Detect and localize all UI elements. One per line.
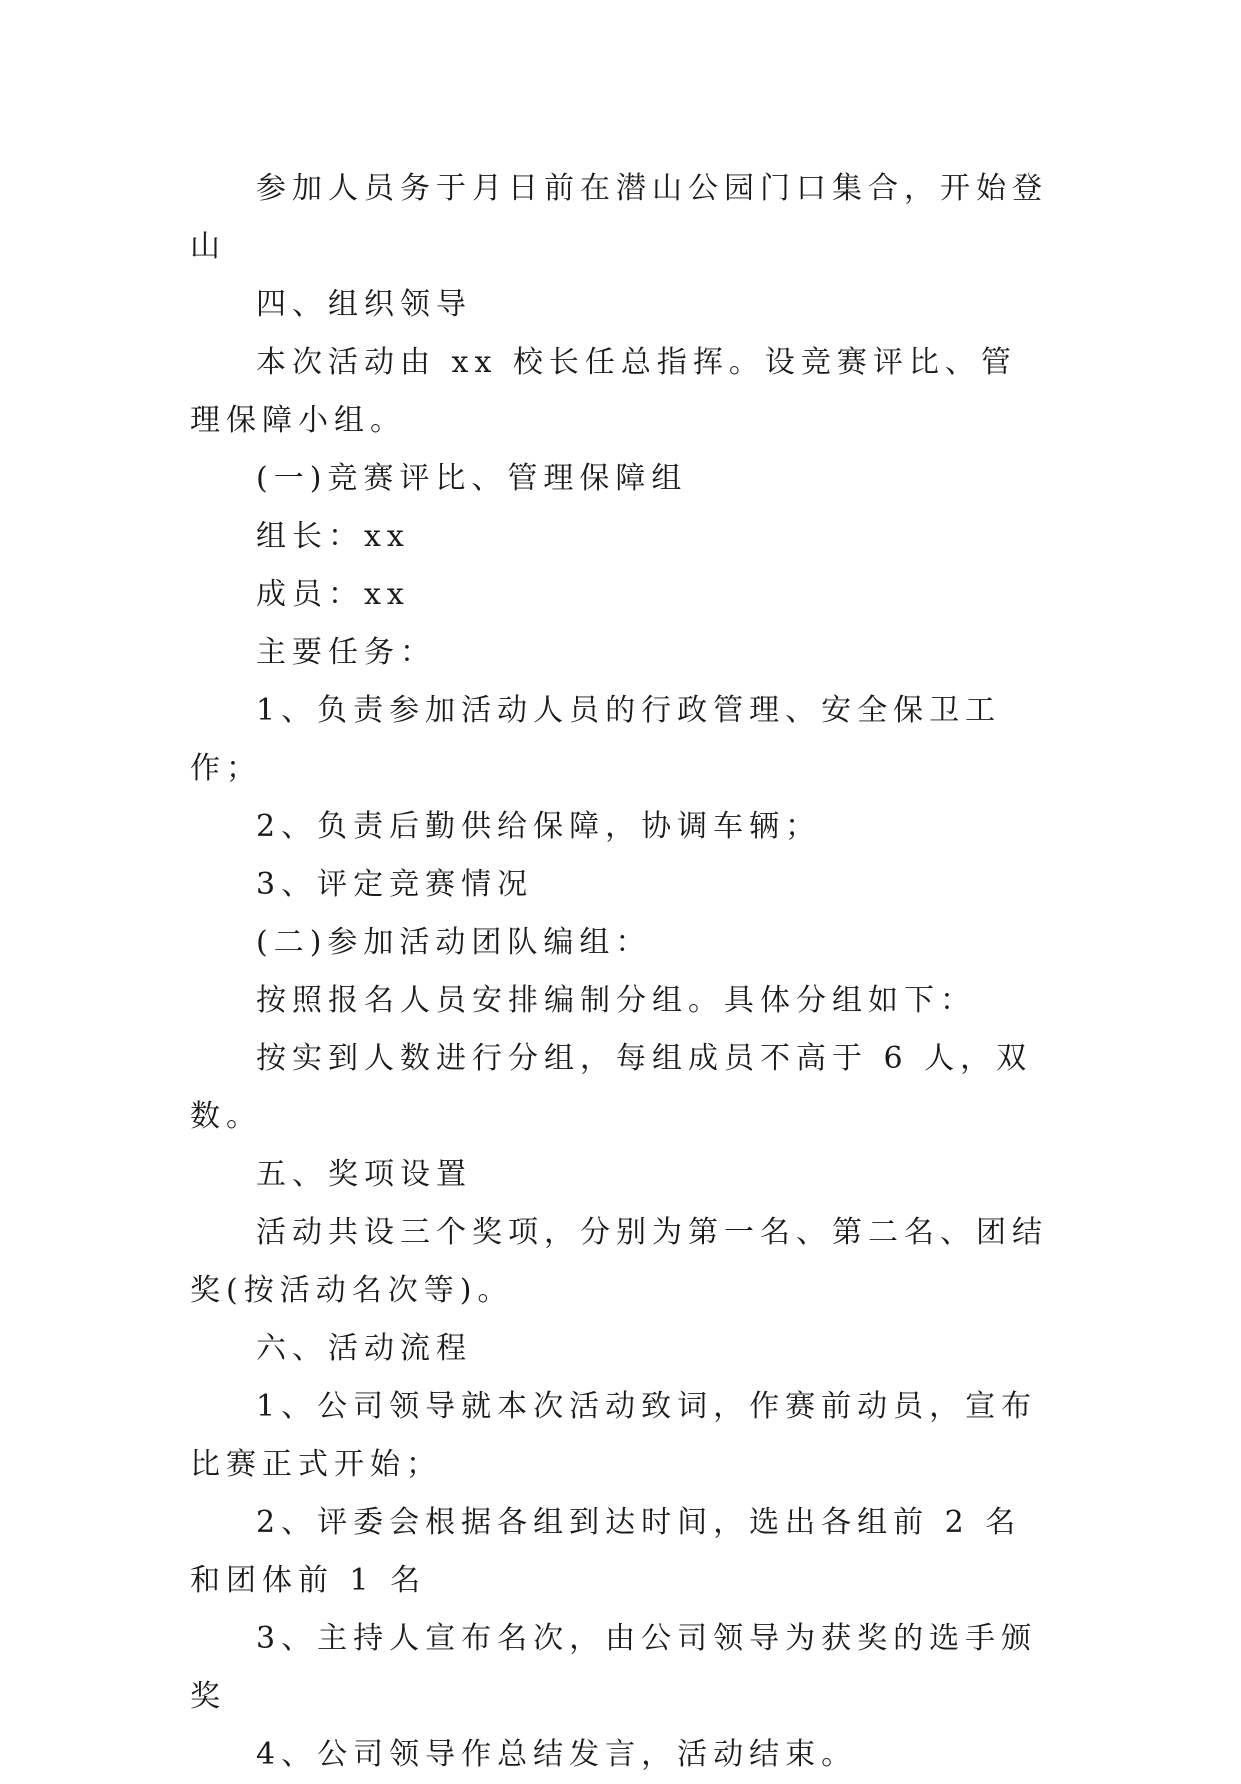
subsection-heading: (二)参加活动团队编组： xyxy=(256,925,652,960)
section-heading: 六、活动流程 xyxy=(256,1331,472,1366)
paragraph: 活动共设三个奖项，分别为第一名、第二名、团结奖(按活动名次等)。 xyxy=(190,1215,1048,1308)
paragraph: 按实到人数进行分组，每组成员不高于 6 人，双数。 xyxy=(190,1041,1033,1134)
paragraph: 主要任务： xyxy=(256,635,436,670)
section-heading: 五、奖项设置 xyxy=(256,1157,472,1192)
list-item: 4、公司领导作总结发言，活动结束。 xyxy=(256,1737,858,1772)
list-item: 2、评委会根据各组到达时间，选出各组前 2 名和团体前 1 名 xyxy=(190,1505,1022,1598)
paragraph: 本次活动由 xx 校长任总指挥。设竞赛评比、管理保障小组。 xyxy=(190,345,1017,438)
list-item: 3、评定竞赛情况 xyxy=(256,867,534,902)
paragraph: 参加人员务于月日前在潜山公园门口集合，开始登山 xyxy=(190,171,1048,264)
list-item: 2、负责后勤供给保障，协调车辆； xyxy=(256,809,822,844)
list-item: 3、主持人宣布名次，由公司领导为获奖的选手颁奖 xyxy=(190,1621,1038,1714)
section-heading: 四、组织领导 xyxy=(256,287,472,322)
paragraph: 按照报名人员安排编制分组。具体分组如下： xyxy=(256,983,976,1018)
paragraph: 成员：xx xyxy=(256,577,410,612)
document-body xyxy=(190,160,1050,1784)
subsection-heading: (一)竞赛评比、管理保障组 xyxy=(256,461,688,496)
list-item: 1、公司领导就本次活动致词，作赛前动员，宣布比赛正式开始； xyxy=(190,1389,1038,1482)
list-item: 1、负责参加活动人员的行政管理、安全保卫工作； xyxy=(190,693,1002,786)
paragraph: 组长：xx xyxy=(256,519,410,554)
